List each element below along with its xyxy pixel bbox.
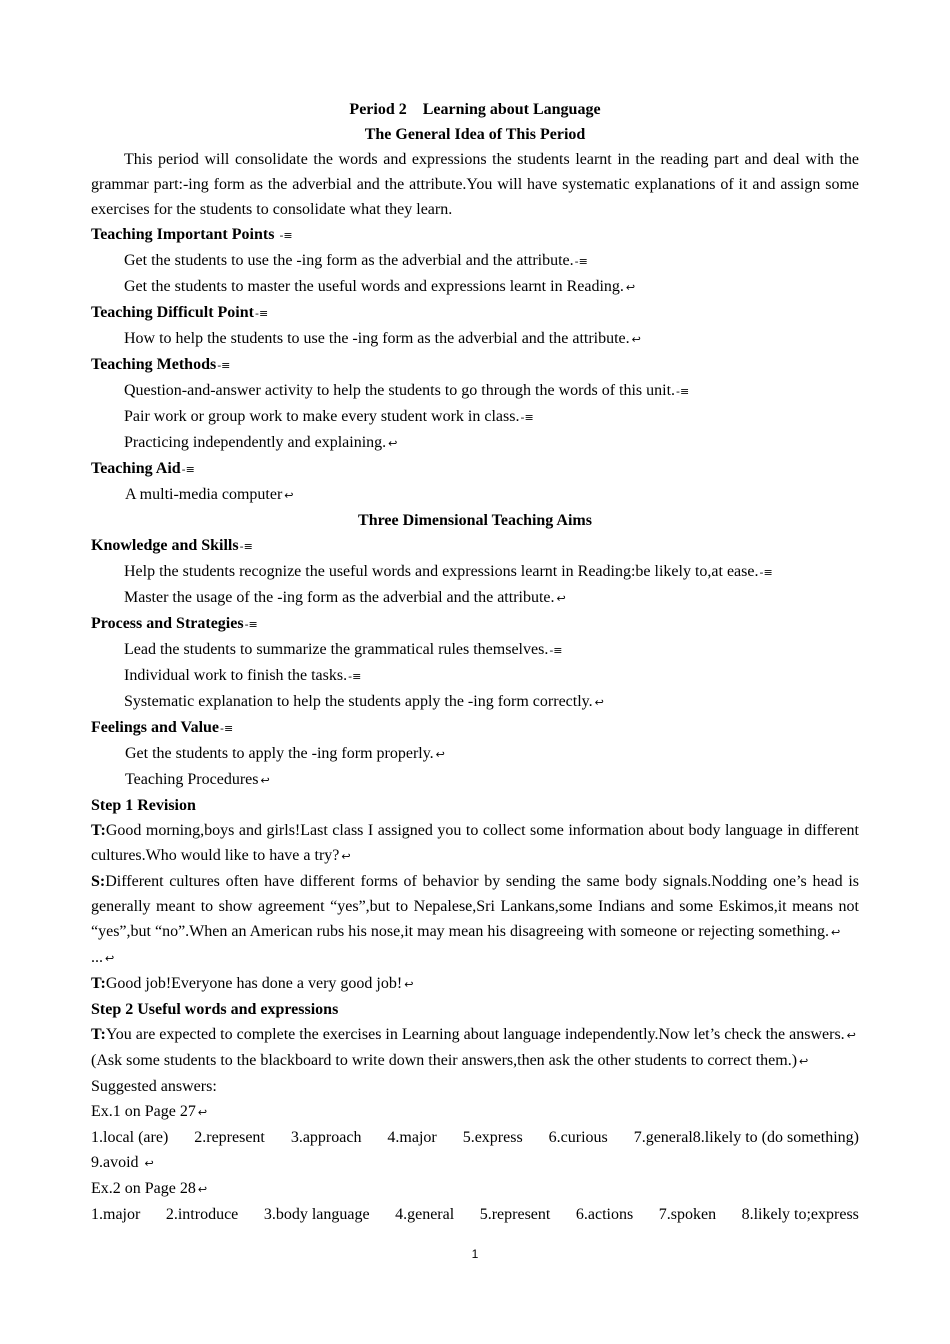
list-item: Get the students to apply the -ing form properly. <box>125 745 434 762</box>
return-mark-icon: ↩ <box>197 1183 208 1196</box>
three-dimensional-heading: Three Dimensional Teaching Aims <box>358 512 592 529</box>
speaker-label: T: <box>91 822 106 839</box>
return-mark-icon: ↩ <box>631 333 641 346</box>
answer-item: 3.body language <box>263 1206 370 1223</box>
answer-item: 4.general <box>395 1206 455 1223</box>
list-item: Question-and-answer activity to help the students to go through the words of this unit. <box>124 382 676 399</box>
answer-item: 5.represent <box>479 1206 551 1223</box>
list-item: Get the students to use the -ing form as the adverbial and the attribute. <box>124 252 574 269</box>
section-process <box>91 611 859 715</box>
dialogue-line <box>91 869 859 945</box>
answer-row <box>91 1125 859 1150</box>
step-1 <box>91 793 859 997</box>
return-mark-icon: ↩ <box>625 281 636 294</box>
return-mark-icon: ↩ <box>260 774 270 787</box>
return-mark-icon: ↩ <box>341 850 351 863</box>
answer-row <box>91 1202 859 1227</box>
dialogue-text: Different cultures often have different forms of behavior by sending the same body signals.Nodding one’s head is generally meant to show agreement “yes”,but to Nepalese,Sri Lankans,some Indians and some Eskimos,it means not “yes”,but “no”.When an American rubs his nose,it may mean his disagreeing with someone or rejecting something. <box>91 873 859 940</box>
answer-item: 6.actions <box>575 1206 634 1223</box>
answer-item: 2.introduce <box>165 1206 239 1223</box>
section-knowledge <box>91 533 859 611</box>
list-item: Help the students recognize the useful words and expressions learnt in Reading:be likely to,at ease. <box>124 563 759 580</box>
speaker-label: T: <box>91 975 106 992</box>
list-item: How to help the students to use the -ing form as the adverbial and the attribute. <box>124 330 630 347</box>
section-aid <box>91 456 859 508</box>
intro-paragraph: This period will consolidate the words and expressions the students learnt in the reading part and deal with the grammar part:-ing form as the adverbial and the attribute.You will have systematic explanations of it and assign some exercises for the students to consolidate what they learn. <box>91 151 859 218</box>
section-methods <box>91 352 859 456</box>
section-heading: Knowledge and Skills <box>91 537 239 554</box>
dialogue-line <box>91 971 859 997</box>
page-subtitle: The General Idea of This Period <box>364 126 586 143</box>
speaker-label: T: <box>91 1026 106 1043</box>
return-mark-icon: ↩ <box>831 926 841 939</box>
dialogue-line <box>91 818 859 869</box>
page-number: 1 <box>471 1247 479 1261</box>
paragraph-mark-icon: -≡ <box>574 255 588 268</box>
section-feelings <box>91 715 859 793</box>
step-heading: Step 1 Revision <box>91 797 196 814</box>
step-heading: Step 2 Useful words and expressions <box>91 1001 339 1018</box>
return-mark-icon: ↩ <box>435 748 445 761</box>
list-item: Practicing independently and explaining. <box>124 434 387 451</box>
return-mark-icon: ↩ <box>799 1055 809 1068</box>
list-item: Pair work or group work to make every student work in class. <box>124 408 520 425</box>
section-heading: Feelings and Value <box>91 719 220 736</box>
answer-item: 5.express <box>462 1129 523 1146</box>
step-2 <box>91 997 859 1227</box>
return-mark-icon: ↩ <box>846 1029 856 1042</box>
answer-item: 9.avoid <box>91 1154 139 1171</box>
dialogue-text: You are expected to complete the exercises in Learning about language independently.Now let’s check the answers. <box>105 1026 845 1043</box>
answer-item: 4.major <box>387 1129 437 1146</box>
list-item: Get the students to master the useful words and expressions learnt in Reading. <box>124 278 624 295</box>
return-mark-icon: ↩ <box>105 952 115 965</box>
section-heading: Teaching Difficult Point <box>91 304 254 321</box>
paragraph-mark-icon: -≡ <box>520 411 534 424</box>
page-title: Period 2 Learning about Language <box>349 101 601 118</box>
list-item: Teaching Procedures <box>125 771 259 788</box>
return-mark-icon: ↩ <box>594 696 604 709</box>
dialogue-text: Good morning,boys and girls!Last class I assigned you to collect some information about body language in different cultures.Who would like to have a try? <box>91 822 859 864</box>
section-heading: Process and Strategies <box>91 615 244 632</box>
answer-item: 7.spoken <box>658 1206 717 1223</box>
section-difficult-point <box>91 300 859 352</box>
document-page <box>91 97 859 1227</box>
section-heading: Teaching Methods <box>91 356 217 373</box>
list-item: Lead the students to summarize the grammatical rules themselves. <box>124 641 549 658</box>
paragraph-mark-icon: -≡ <box>217 359 231 372</box>
exercise-label: Ex.2 on Page 28 <box>91 1180 196 1197</box>
answer-item: 1.major <box>91 1206 141 1223</box>
answer-item: 6.curious <box>548 1129 608 1146</box>
paragraph-mark-icon: -≡ <box>220 722 234 735</box>
paragraph-mark-icon: -≡ <box>279 229 293 242</box>
paragraph-mark-icon: -≡ <box>549 644 563 657</box>
paragraph-mark-icon: -≡ <box>254 307 269 320</box>
dialogue-text: Good job!Everyone has done a very good job! <box>105 975 403 992</box>
exercise-label: Ex.1 on Page 27 <box>91 1103 196 1120</box>
list-item: Individual work to finish the tasks. <box>124 667 348 684</box>
paragraph-mark-icon: -≡ <box>676 385 690 398</box>
paragraph-mark-icon: -≡ <box>181 463 195 476</box>
answer-item: 8.likely to;express <box>741 1206 859 1223</box>
return-mark-icon: ↩ <box>556 592 566 605</box>
list-item: Master the usage of the -ing form as the adverbial and the attribute. <box>124 589 555 606</box>
list-item: A multi-media computer <box>125 486 283 503</box>
dialogue-line <box>91 1022 859 1048</box>
section-important-points <box>91 222 859 300</box>
paragraph-mark-icon: -≡ <box>348 670 362 683</box>
answer-item: 7.general8.likely to (do something) <box>633 1129 859 1146</box>
answer-item: 3.approach <box>290 1129 362 1146</box>
suggested-answers-label: Suggested answers: <box>91 1078 217 1095</box>
return-mark-icon: ↩ <box>388 437 398 450</box>
answer-item: 2.represent <box>194 1129 265 1146</box>
ellipsis-text: ... <box>91 949 103 966</box>
paragraph-mark-icon: -≡ <box>239 540 253 553</box>
section-heading: Teaching Aid <box>91 460 181 477</box>
paragraph-mark-icon: -≡ <box>244 618 258 631</box>
return-mark-icon: ↩ <box>197 1106 208 1119</box>
paragraph-mark-icon: -≡ <box>759 566 773 579</box>
speaker-label: S: <box>91 873 106 890</box>
return-mark-icon: ↩ <box>284 489 294 502</box>
return-mark-icon: ↩ <box>404 978 414 991</box>
instruction-note: (Ask some students to the blackboard to write down their answers,then ask the other students to correct them.) <box>91 1052 798 1069</box>
section-heading: Teaching Important Points <box>91 226 275 243</box>
return-mark-icon: ↩ <box>144 1157 154 1170</box>
list-item: Systematic explanation to help the students apply the -ing form correctly. <box>124 693 593 710</box>
answer-item: 1.local (are) <box>91 1129 169 1146</box>
